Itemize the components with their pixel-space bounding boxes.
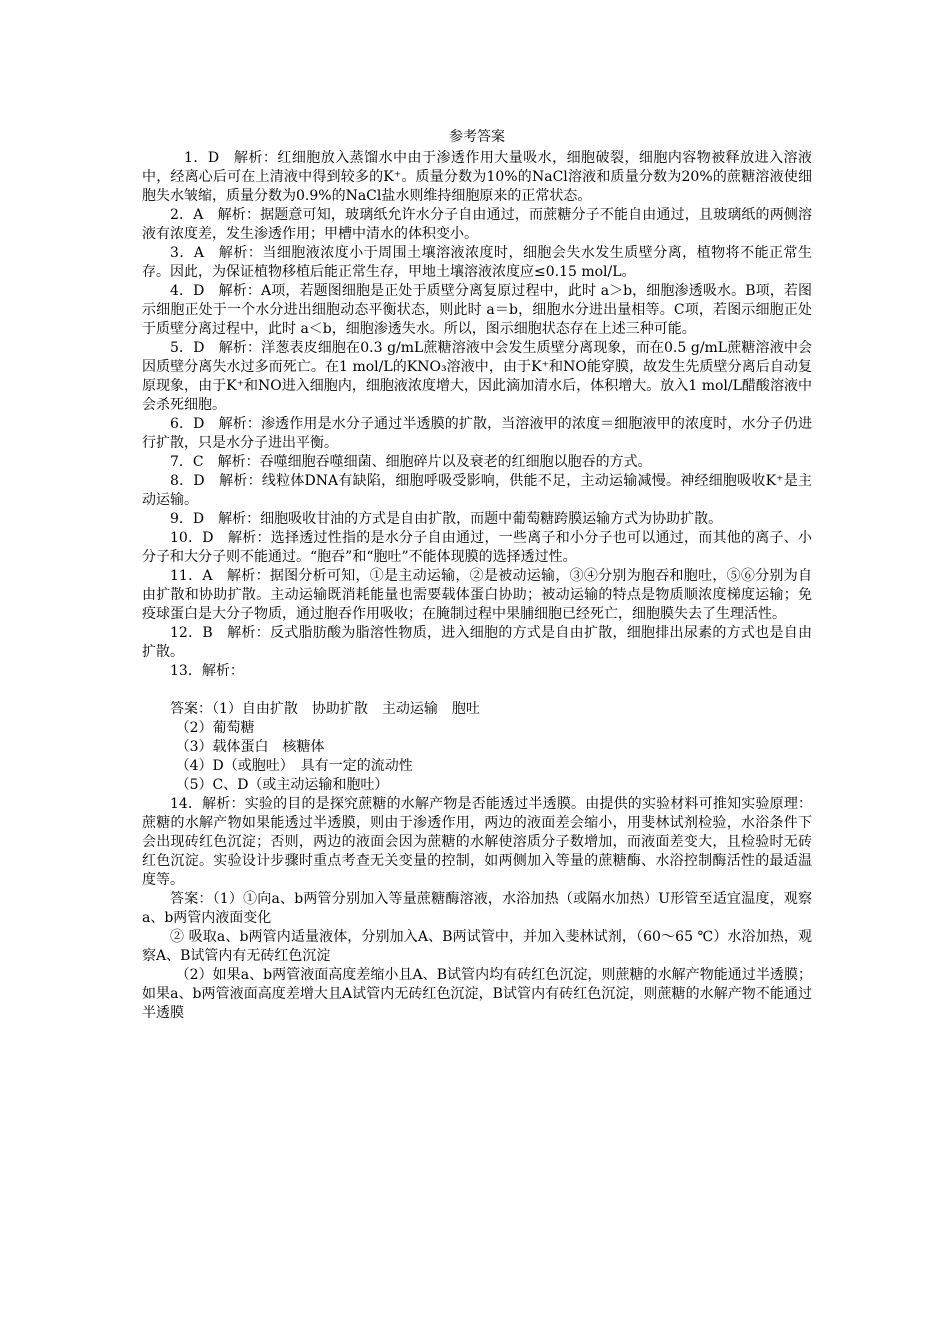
- blank-space: [142, 681, 812, 700]
- answer-14-analysis: 14．解析：实验的目的是探究蔗糖的水解产物是否能透过半透膜。由提供的实验材料可推知实验原理：蔗糖的水解产物如果能透过半透膜，则由于渗透作用，两边的液面差会缩小，用斐林试剂检验，水浴条件下会出现砖红色沉淀；否则，两边的液面会因为蔗糖的水解使溶质分子数增加，而液面差变大，且检验时无砖红色沉淀。实验设计步骤时重点考查无关变量的控制，如两侧加入等量的蔗糖酶、水浴控制酶活性的最适温度等。: [142, 796, 812, 888]
- answer-14-part-2: （2）如果a、b两管液面高度差缩小且A、B试管内均有砖红色沉淀，则蔗糖的水解产物能通过半透膜；如果a、b两管液面高度差增大且A试管内无砖红色沉淀，B试管内有砖红色沉淀，则蔗糖的水解产物不能通过半透膜: [142, 967, 812, 1021]
- answer-12: 12．B 解析：反式脂肪酸为脂溶性物质，进入细胞的方式是自由扩散，细胞排出尿素的方式也是自由扩散。: [142, 625, 812, 660]
- answer-10: 10．D 解析：选择透过性指的是水分子自由通过，一些离子和小分子也可以通过，而其他的离子、小分子和大分子则不能通过。“胞吞”和“胞吐”不能体现膜的选择透过性。: [142, 530, 812, 565]
- answer-13-line-2: （2）葡萄糖: [175, 720, 255, 736]
- answer-2: 2．A 解析：据题意可知，玻璃纸允许水分子自由通过，而蔗糖分子不能自由通过，且玻璃纸的两侧溶液有浓度差，发生渗透作用；甲槽中清水的体积变小。: [142, 207, 812, 242]
- answer-5: 5．D 解析：洋葱表皮细胞在0.3 g/mL蔗糖溶液中会发生质壁分离现象，而在0.5 g/mL蔗糖溶液中会因质壁分离失水过多而死亡。在1 mol/L的KNO₃溶液中，由于K⁺和NO能穿膜，故发生先质壁分离后自动复原现象，由于K⁺和NO进入细胞内，细胞液浓度增大，因此滴加清水后，体积增大。放入1 mol/L醋酸溶液中会杀死细胞。: [142, 340, 812, 413]
- answer-13-line-3: （3）载体蛋白 核糖体: [175, 739, 325, 755]
- answer-9: 9．D 解析：细胞吸收甘油的方式是自由扩散，而题中葡萄糖跨膜运输方式为协助扩散。: [170, 511, 723, 527]
- answer-13-analysis: 13．解析：: [170, 663, 244, 679]
- answer-4: 4．D 解析：A项，若题图细胞是正处于质壁分离复原过程中，此时 a＞b，细胞渗透吸水。B项，若图示细胞正处于一个水分进出细胞动态平衡状态，则此时 a＝b，细胞水分进出量相等。C项，若图示细胞正处于质壁分离过程中，此时 a＜b，细胞渗透失水。所以，图示细胞状态存在上述三种可能。: [142, 283, 812, 337]
- answer-document: [142, 128, 812, 1023]
- answer-14-part-1-step-2: ② 吸取a、b两管内适量液体，分别加入A、B两试管中，并加入斐林试剂，（60～65 ℃）水浴加热，观察A、B试管内有无砖红色沉淀: [142, 929, 812, 964]
- answer-1: 1．D 解析：红细胞放入蒸馏水中由于渗透作用大量吸水，细胞破裂，细胞内容物被释放进入溶液中，经离心后可在上清液中得到较多的K⁺。质量分数为10%的NaCl溶液和质量分数为20%的蔗糖溶液使细胞失水皱缩，质量分数为0.9%的NaCl盐水则维持细胞原来的正常状态。: [142, 150, 812, 204]
- answer-13-line-5: （5）C、D（或主动运输和胞吐）: [175, 777, 389, 793]
- answer-13-line-4: （4）D（或胞吐） 具有一定的流动性: [175, 758, 413, 774]
- answer-14-part-1: 答案：（1）①向a、b两管分别加入等量蔗糖酶溶液，水浴加热（或隔水加热）U形管至适宜温度，观察a、b两管内液面变化: [142, 891, 812, 926]
- answer-13-line-1: 答案：（1）自由扩散 协助扩散 主动运输 胞吐: [170, 701, 480, 717]
- answer-6: 6．D 解析：渗透作用是水分子通过半透膜的扩散，当溶液甲的浓度＝细胞液甲的浓度时，水分子仍进行扩散，只是水分子进出平衡。: [142, 416, 812, 451]
- page-title: 参考答案: [449, 129, 505, 145]
- answer-11: 11．A 解析：据图分析可知，①是主动运输，②是被动运输，③④分别为胞吞和胞吐，⑤⑥分别为自由扩散和协助扩散。主动运输既消耗能量也需要载体蛋白协助；被动运输的特点是物质顺浓度梯度运输；免疫球蛋白是大分子物质，通过胞吞作用吸收；在腌制过程中果脯细胞已经死亡，细胞膜失去了生理活性。: [142, 568, 812, 622]
- answer-7: 7．C 解析：吞噬细胞吞噬细菌、细胞碎片以及衰老的红细胞以胞吞的方式。: [170, 454, 652, 470]
- answer-8: 8．D 解析：线粒体DNA有缺陷，细胞呼吸受影响，供能不足，主动运输减慢。神经细胞吸收K⁺是主动运输。: [142, 473, 812, 508]
- answer-3: 3．A 解析：当细胞液浓度小于周围土壤溶液浓度时，细胞会失水发生质壁分离，植物将不能正常生存。因此，为保证植物移植后能正常生存，甲地土壤溶液浓度应≤0.15 mol/L。: [142, 245, 812, 280]
